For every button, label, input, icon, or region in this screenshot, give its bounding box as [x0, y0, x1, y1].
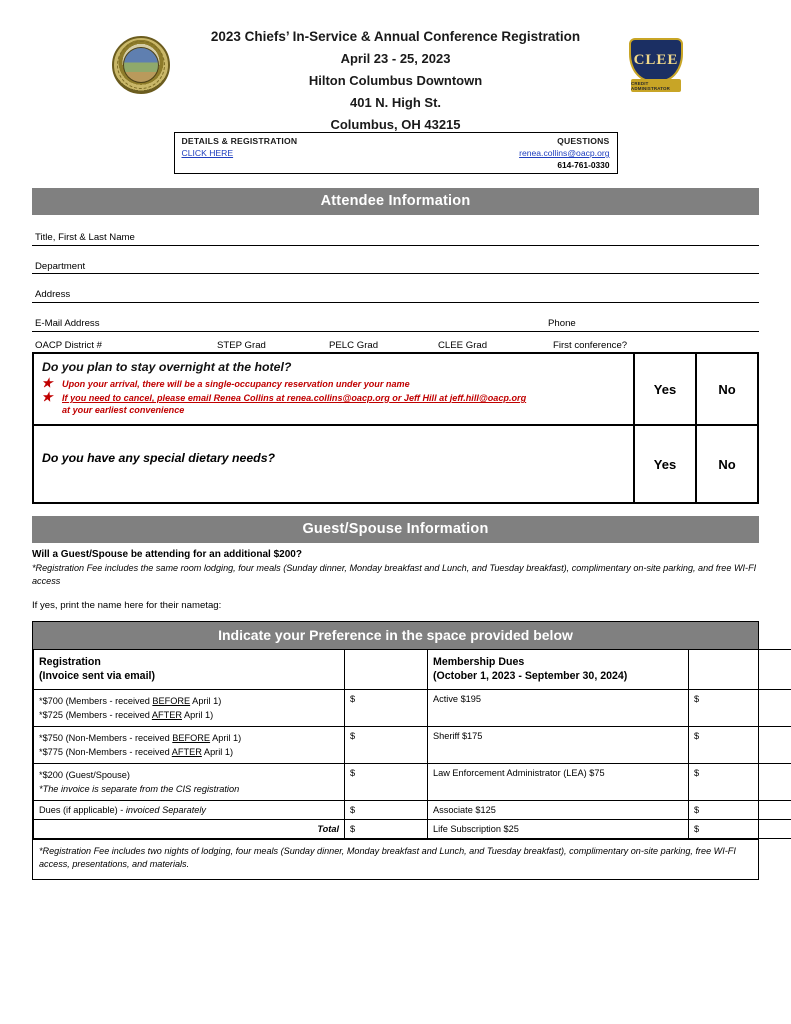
step-grad-label: STEP Grad	[217, 340, 266, 351]
dues-header-line-2: (October 1, 2023 - September 30, 2024)	[433, 670, 628, 682]
registration-total-input[interactable]: $	[345, 820, 428, 839]
dues-amount-input-4[interactable]: $	[689, 801, 791, 820]
registration-header-line-2: (Invoice sent via email)	[39, 670, 155, 682]
details-and-questions-box	[174, 132, 618, 174]
dietary-question-cell: Do you have any special dietary needs?	[33, 425, 634, 503]
nonmembers-after-line	[39, 745, 339, 759]
hotel-question-cell	[33, 353, 634, 425]
dues-invoiced-separately-text: invoiced Separately	[125, 805, 206, 815]
dues-amount-input-5[interactable]: $	[689, 820, 791, 839]
nonmembers-before-underline: BEFORE	[172, 733, 211, 743]
title-line-1: 2023 Chiefs’ In-Service & Annual Conference Registration	[210, 29, 581, 44]
questions-phone: 614-761-0330	[557, 160, 610, 170]
oacp-seal-icon	[112, 36, 170, 94]
title-line-4: 401 N. High St.	[349, 95, 442, 110]
registration-column-header	[34, 650, 345, 690]
star-icon: ✭	[42, 376, 53, 390]
hotel-bullet-2	[42, 392, 625, 416]
attendee-information-header: Attendee Information	[32, 188, 759, 215]
attendee-fields	[32, 215, 759, 352]
questions-label: QUESTIONS	[557, 136, 610, 146]
registration-nonmembers-cell	[34, 727, 345, 764]
dues-lea-cell: Law Enforcement Administrator (LEA) $75	[428, 764, 689, 801]
guest-note: *Registration Fee includes the same room lodging, four meals (Sunday dinner, Monday breakfast and Lunch, and Tuesday breakfast), complimentary on-site parking, and free WI-FI access	[32, 563, 757, 586]
dietary-no-cell[interactable]: No	[696, 425, 758, 503]
dues-amount-input-1[interactable]: $	[689, 690, 791, 727]
details-registration-column	[182, 136, 298, 158]
jeff-hill-email-link[interactable]: jeff.hill@oacp.org	[449, 393, 527, 403]
hotel-question-text: Do you plan to stay overnight at the hotel?	[42, 360, 292, 374]
nonmembers-after-post: April 1)	[201, 747, 234, 757]
guest-invoice-note: *The invoice is separate from the CIS registration	[39, 784, 240, 794]
registration-amount-header	[345, 650, 428, 690]
hotel-question-row	[33, 353, 758, 425]
department-label: Department	[35, 261, 86, 272]
members-before-line	[39, 694, 339, 708]
name-field-row[interactable]	[32, 217, 759, 246]
questions-table	[32, 352, 759, 504]
registration-amount-input-4[interactable]: $	[345, 801, 428, 820]
members-after-pre: *$725 (Members - received	[39, 710, 152, 720]
dues-active-cell: Active $195	[428, 690, 689, 727]
registration-members-cell	[34, 690, 345, 727]
dues-associate-cell: Associate $125	[428, 801, 689, 820]
email-phone-field-row[interactable]	[32, 303, 759, 332]
dues-amount-header	[689, 650, 791, 690]
members-before-underline: BEFORE	[152, 696, 191, 706]
dues-amount-input-3[interactable]: $	[689, 764, 791, 801]
address-field-row[interactable]	[32, 274, 759, 303]
star-icon: ✭	[42, 390, 53, 404]
members-after-underline: AFTER	[151, 710, 182, 720]
registration-guest-cell	[34, 764, 345, 801]
table-row	[34, 690, 791, 727]
first-conference-label: First conference?	[553, 340, 628, 351]
preference-title: Indicate your Preference in the space provided below	[33, 622, 758, 649]
pelc-grad-label: PELC Grad	[329, 340, 379, 351]
guest-fee-line: *$200 (Guest/Spouse)	[39, 770, 130, 780]
preference-footnote: *Registration Fee includes two nights of lodging, four meals (Sunday dinner, Monday breakfast and Lunch, and Tuesday breakfast), complimentary on-site parking, free WI-FI access, presentations, and materials.	[33, 839, 758, 879]
registration-amount-input-2[interactable]: $	[345, 727, 428, 764]
hotel-bullet-2-mid: or Jeff Hill at	[389, 393, 450, 403]
clee-logo-icon	[629, 38, 683, 92]
table-row	[34, 764, 791, 801]
dues-column-header	[428, 650, 689, 690]
nonmembers-after-pre: *$775 (Non-Members - received	[39, 747, 172, 757]
dues-header-line-1: Membership Dues	[433, 656, 525, 668]
dietary-question-row	[33, 425, 758, 503]
total-label: Total	[34, 820, 345, 839]
renea-collins-email-link[interactable]: renea.collins@oacp.org	[286, 393, 390, 403]
guest-spouse-block	[32, 549, 759, 611]
clee-banner-text: CREDIT ADMINISTRATOR	[631, 79, 681, 92]
click-here-link[interactable]: CLICK HERE	[181, 148, 234, 158]
title-line-3: Hilton Columbus Downtown	[308, 73, 483, 88]
email-label: E-Mail Address	[35, 318, 100, 329]
address-label: Address	[35, 289, 71, 300]
preference-table	[33, 649, 791, 839]
name-label: Title, First & Last Name	[35, 232, 135, 243]
nonmembers-before-post: April 1)	[210, 733, 242, 743]
members-after-line	[39, 708, 339, 722]
registration-amount-input-1[interactable]: $	[345, 690, 428, 727]
oacp-district-label: OACP District #	[35, 340, 102, 351]
members-before-post: April 1)	[190, 696, 222, 706]
dues-life-subscription-cell: Life Subscription $25	[428, 820, 689, 839]
clee-grad-label: CLEE Grad	[438, 340, 488, 351]
nonmembers-after-underline: AFTER	[171, 747, 202, 757]
registration-dues-cell	[34, 801, 345, 820]
nonmembers-before-line	[39, 731, 339, 745]
table-row	[34, 801, 791, 820]
questions-column	[519, 136, 609, 170]
title-line-5: Columbus, OH 43215	[330, 117, 461, 132]
guest-name-prompt[interactable]: If yes, print the name here for their nametag:	[32, 600, 222, 611]
dues-sheriff-cell: Sheriff $175	[428, 727, 689, 764]
clee-shield-text: CLEE	[629, 38, 683, 82]
seal-inner-decoration	[123, 47, 159, 83]
title-line-2: April 23 - 25, 2023	[340, 51, 451, 66]
phone-label: Phone	[548, 318, 576, 329]
hotel-yes-cell[interactable]: Yes	[634, 353, 696, 425]
hotel-bullet-2-pre: If you need to cancel, please email Renea Collins at	[62, 393, 287, 403]
guest-spouse-information-header: Guest/Spouse Information	[32, 516, 759, 543]
dues-if-applicable-text: Dues (if applicable) -	[39, 805, 126, 815]
document-header	[0, 0, 791, 132]
details-registration-label: DETAILS & REGISTRATION	[181, 136, 298, 146]
members-after-post: April 1)	[181, 710, 214, 720]
hotel-bullet-1	[42, 378, 625, 390]
district-grads-row[interactable]	[32, 332, 759, 352]
registration-header-line-1: Registration	[39, 656, 101, 668]
department-field-row[interactable]	[32, 246, 759, 274]
nonmembers-before-pre: *$750 (Non-Members - received	[39, 733, 173, 743]
preference-table-wrapper	[32, 621, 759, 880]
table-row-total	[34, 820, 791, 839]
questions-email-link[interactable]: renea.collins@oacp.org	[519, 148, 610, 158]
dues-amount-input-2[interactable]: $	[689, 727, 791, 764]
hotel-bullet-2-post: at your earliest convenience	[62, 405, 185, 415]
hotel-no-cell[interactable]: No	[696, 353, 758, 425]
table-row	[34, 727, 791, 764]
preference-header-row	[34, 650, 791, 690]
members-before-pre: *$700 (Members - received	[39, 696, 153, 706]
dietary-yes-cell[interactable]: Yes	[634, 425, 696, 503]
registration-amount-input-3[interactable]: $	[345, 764, 428, 801]
guest-question: Will a Guest/Spouse be attending for an additional $200?	[32, 549, 302, 560]
hotel-bullet-1-text: Upon your arrival, there will be a single-occupancy reservation under your name	[62, 379, 410, 389]
